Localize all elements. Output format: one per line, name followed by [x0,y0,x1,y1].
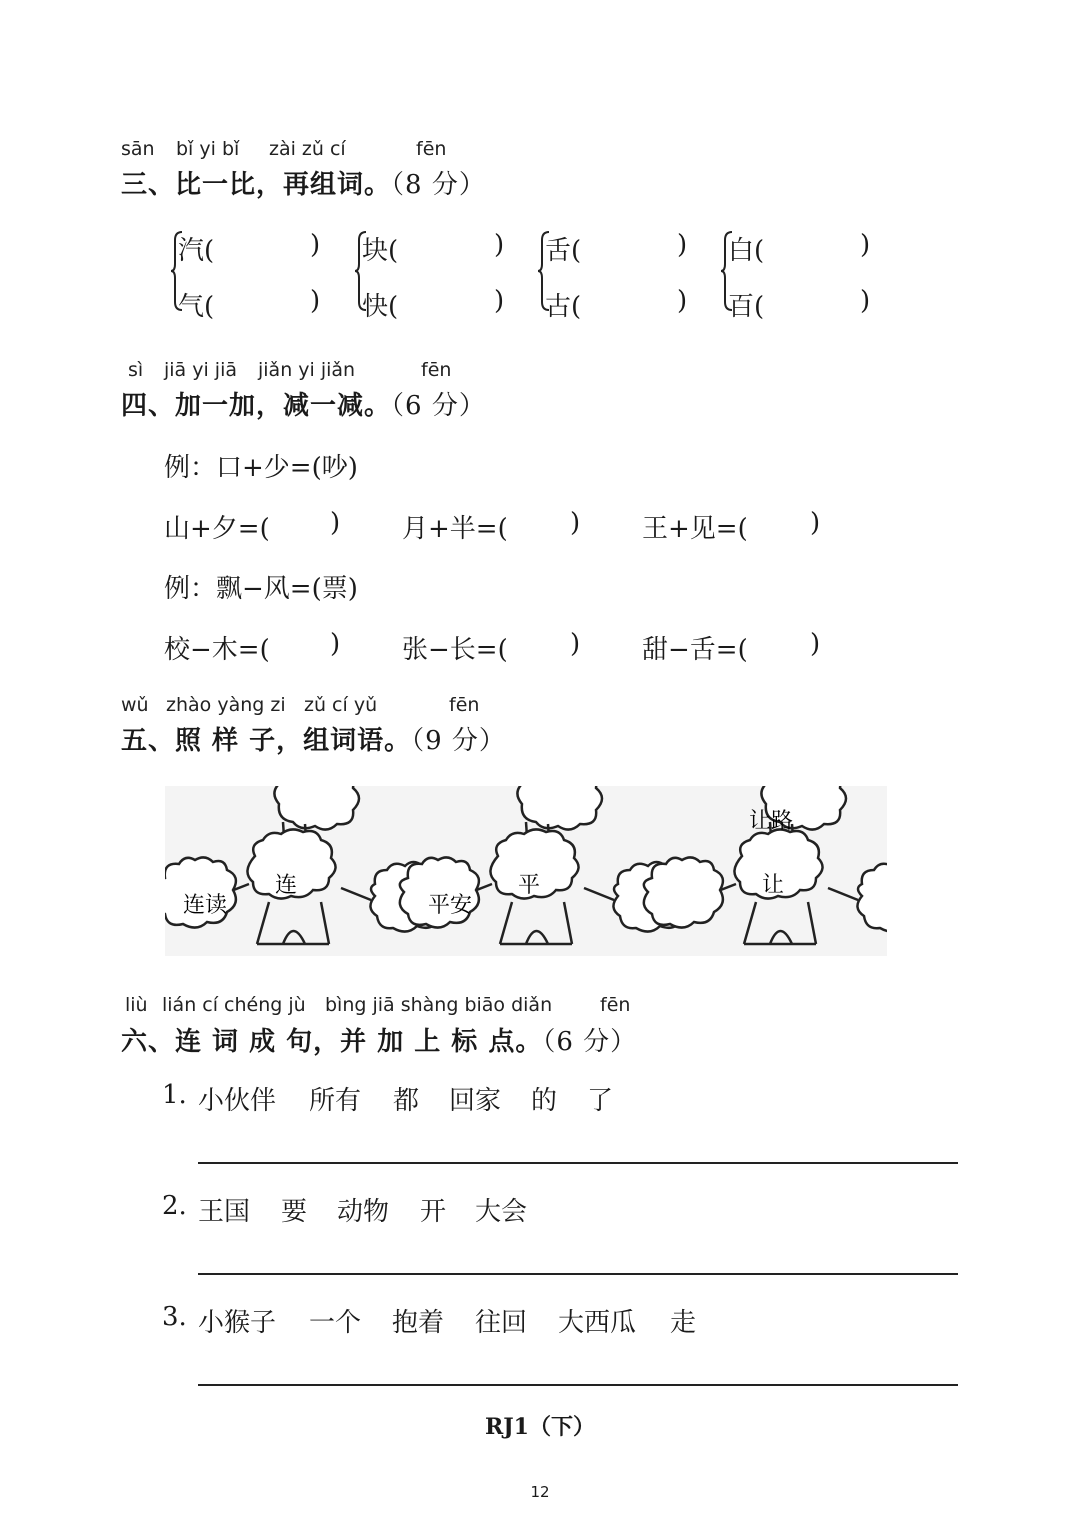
pinyin-label: liù [125,994,148,1016]
subtract-problem [402,629,508,666]
paren-close: ) [810,508,821,538]
paren-close: ) [330,508,341,538]
paren-close: ) [310,286,321,316]
subtract-expression: 张−长=( [402,635,508,665]
tree-center-char: 连 [274,873,298,898]
pinyin-label: bǐ yi bǐ [176,138,240,160]
answer-line[interactable] [198,1384,958,1386]
paren-close: ) [677,230,688,260]
paren-close: ) [570,629,581,659]
item-number: 2. [162,1191,187,1221]
word-tile: 往回 [475,1308,528,1338]
pinyin-label: jiā yi jiā [164,359,238,381]
pair-bottom-char: 百( [728,292,765,322]
section-score: （9 分） [411,726,506,756]
paren-close: ) [570,508,581,538]
compare-pair [537,230,697,320]
add-expression: 王+见=( [642,514,748,544]
section-title: 五、照 样 子，组词语。 [121,726,412,756]
pinyin-label: zhào yàng zi [166,694,286,716]
subtract-expression: 校−木=( [164,635,270,665]
series-label: RJ1（下） [484,1414,595,1440]
word-tile: 走 [670,1308,697,1338]
pinyin-label: fēn [600,994,631,1016]
pinyin-label: fēn [421,359,452,381]
paren-close: ) [860,286,871,316]
sentence-item [162,1191,187,1221]
word-tile: 大会 [475,1197,528,1227]
answer-line[interactable] [198,1273,958,1275]
compare-pair [170,230,330,320]
section-title: 三、比一比，再组词。 [121,170,392,200]
item-number: 1. [162,1080,187,1110]
add-expression: 山+夕=( [164,514,270,544]
sentence-item [162,1302,187,1332]
word-tile: 动物 [337,1197,390,1227]
word-tile: 抱着 [392,1308,445,1338]
paren-close: ) [810,629,821,659]
paren-close: ) [677,286,688,316]
add-problem [402,508,508,545]
word-tile: 一个 [309,1308,362,1338]
section-heading [121,1021,637,1058]
tree-left-word: 连读 [182,893,228,918]
section-heading [121,720,506,757]
pair-top-char: 汽( [178,236,215,266]
pinyin-label: sān [121,138,155,160]
subtract-expression: 甜−舌=( [642,635,748,665]
tree-center-char: 平 [517,873,541,898]
section-score: （6 分） [542,1027,638,1057]
pair-top-char: 块( [362,236,399,266]
paren-close: ) [330,629,341,659]
word-tile: 开 [420,1197,447,1227]
pair-bottom-char: 快( [362,292,399,322]
tree-top-word: 让路 [748,809,794,834]
add-problem [164,508,270,545]
page-number: 12 [530,1483,550,1501]
word-tile: 了 [587,1086,614,1116]
word-tile: 王国 [198,1197,251,1227]
word-tile: 都 [393,1086,420,1116]
pinyin-label: bìng jiā shàng biāo diǎn [325,994,553,1016]
pair-top-char: 舌( [545,236,582,266]
section-heading [121,164,486,201]
word-tree-diagram [165,786,887,956]
paren-close: ) [494,286,505,316]
pinyin-label: fēn [416,138,447,160]
pinyin-label: wǔ [121,694,149,716]
word-tile: 回家 [449,1086,502,1116]
paren-close: ) [494,230,505,260]
section-score: （8 分） [391,170,486,200]
add-problem [642,508,748,545]
section-score: （6 分） [391,391,486,421]
pinyin-label: sì [128,359,144,381]
word-tile: 大西瓜 [558,1308,637,1338]
word-tile: 小猴子 [198,1308,277,1338]
sentence-item [162,1080,187,1110]
example-subtract: 例：飘−风=(票) [164,574,358,604]
word-tile: 小伙伴 [198,1086,277,1116]
answer-line[interactable] [198,1162,958,1164]
paren-close: ) [860,230,871,260]
item-number: 3. [162,1302,187,1332]
pair-bottom-char: 气( [178,292,215,322]
pair-bottom-char: 古( [545,292,582,322]
section-heading [121,385,486,422]
subtract-problem [642,629,748,666]
tree-center-char: 让 [761,873,785,898]
pinyin-label: fēn [449,694,480,716]
subtract-problem [164,629,270,666]
pair-top-char: 白( [728,236,765,266]
pinyin-label: lián cí chéng jù [162,994,306,1016]
word-tile: 的 [531,1086,558,1116]
pinyin-label: zǔ cí yǔ [304,694,378,716]
pinyin-label: jiǎn yi jiǎn [258,359,356,381]
compare-pair [354,230,514,320]
pinyin-label: zài zǔ cí [269,138,346,160]
tree-left-word: 平安 [427,893,473,918]
paren-close: ) [310,230,321,260]
word-tile: 所有 [309,1086,362,1116]
word-tile: 要 [281,1197,308,1227]
section-title: 六、连 词 成 句，并 加 上 标 点。 [121,1027,543,1057]
section-title: 四、加一加，减一减。 [121,391,392,421]
add-expression: 月+半=( [402,514,508,544]
example-add: 例：口+少=(吵) [164,453,358,483]
compare-pair [720,230,880,320]
